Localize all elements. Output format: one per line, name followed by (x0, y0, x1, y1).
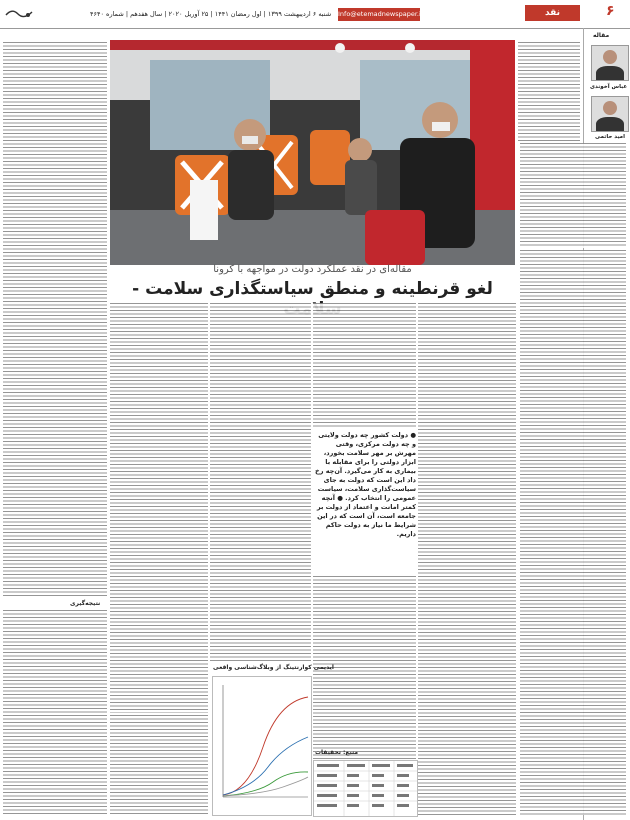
body-column (210, 303, 311, 663)
body-column (110, 303, 208, 713)
email-badge[interactable]: Info@etemadnewspaper.ir (338, 8, 420, 21)
date-line: شنبه ۶ اردیبهشت ۱۳۹۹ | اول رمضان ۱۴۴۱ | ۲۵ آوریل ۲۰۲۰ | سال هفدهم | شماره ۴۶۴۰ (90, 10, 332, 18)
body-column (520, 250, 626, 815)
body-column (3, 610, 107, 815)
page-number: ۶ (606, 3, 615, 19)
page-header (0, 0, 630, 29)
author-photo (591, 45, 629, 81)
bus-photo (110, 40, 515, 265)
article-subtitle: مقاله‌ای در نقد عملکرد دولت در مواجهه با کرونا (213, 264, 412, 275)
chart-caption: ایدیمی کوارنتینگ از وبلاگ‌شناسی واقعی (213, 664, 334, 671)
body-column (418, 303, 516, 815)
article-title: لغو قرنطینه و منطق سیاستگذاری سلامت - (132, 279, 493, 299)
sidebar-text (520, 143, 626, 248)
section-label: نقد (525, 5, 580, 21)
author-name: عباس آخوندی (590, 84, 628, 90)
body-column (110, 715, 208, 815)
author-name: امید حاتمی (595, 134, 625, 140)
sidebar-text (518, 42, 580, 142)
figure-chart (212, 676, 312, 816)
body-column (3, 42, 107, 597)
author-photo (591, 96, 629, 132)
newspaper-logo (4, 6, 36, 20)
pull-quote: ● دولت کشور چه دولت ولایتی و چه دولت مرکزی، وقتی مهرش بر مهر سلامت بخورد، ابزار دولتی را برای مقابله با بیماری به کار می‌گیرد. آن‌چه رخ داد این است که دولت به جای سیاست‌گذاری سلامت، سیاست عمومی را انتخاب کرد. ● آنچه کمتر امانت و اعتماد از دولت بر جامعه است، آن است که در این شرایط ما نیاز به دولت حاکم داریم. (315, 431, 416, 538)
section-heading: نتیجه‌گیری (70, 600, 101, 607)
data-table (313, 760, 418, 817)
table-caption: منبع: تحقیقات (315, 749, 359, 756)
article-tag: مقاله (593, 32, 610, 39)
body-column (313, 303, 416, 428)
